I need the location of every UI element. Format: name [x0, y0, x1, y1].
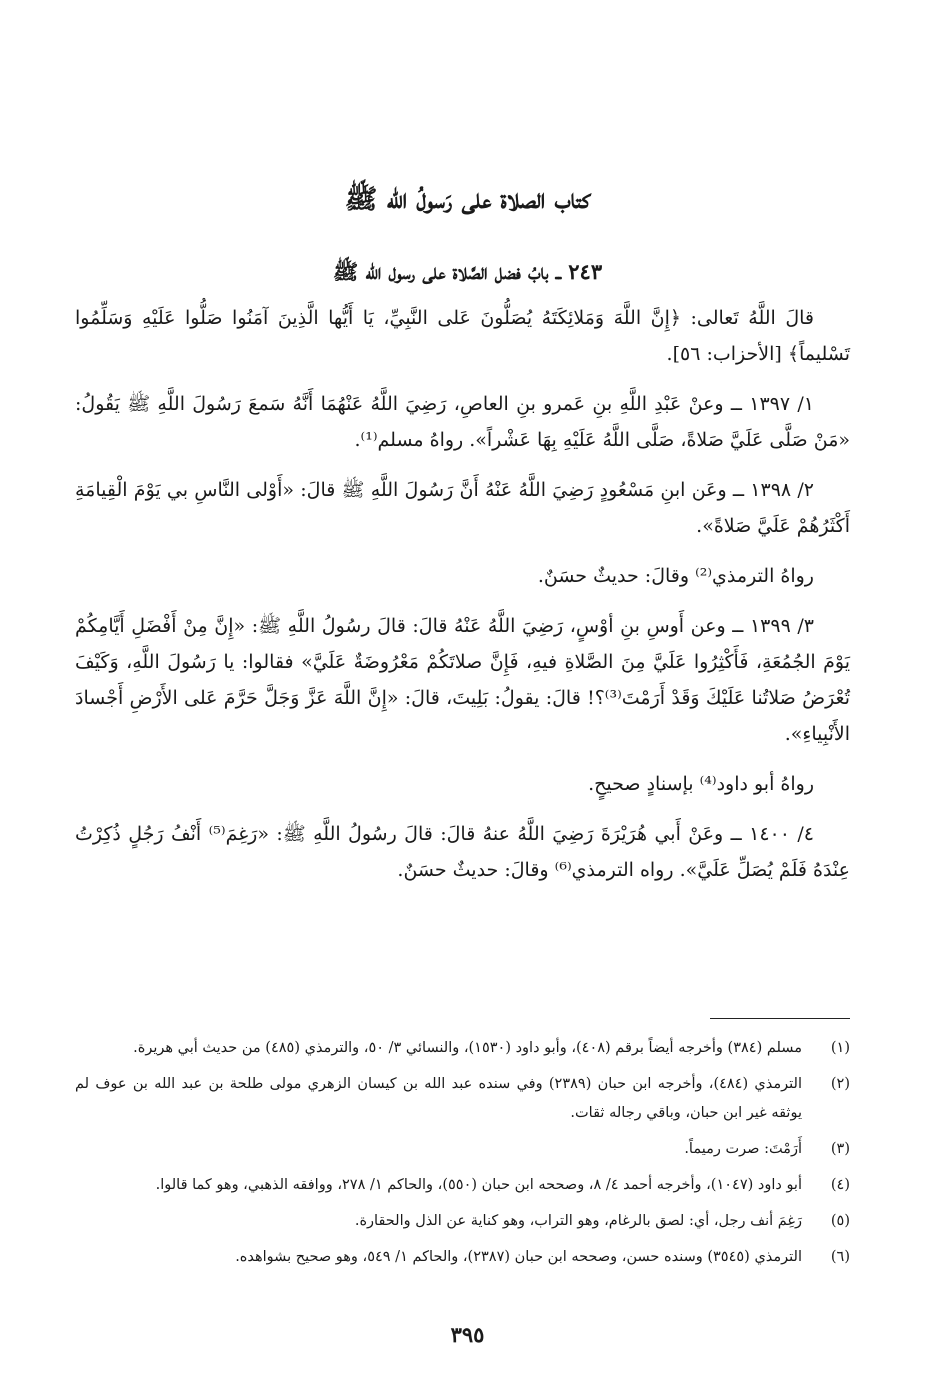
chapter-title: ٢٤٣ ــ بابُ فضل الصَّلاة على رسول الله ﷺ: [332, 259, 603, 284]
quran-verse-paragraph: قالَ اللَّهُ تَعالى: ﴿إِنَّ اللَّهَ وَمَلائِكَتَهُ يُصَلُّونَ عَلى النَّبِيِّ، يَا أَيُّها الَّذِينَ آمَنُوا صَلُّوا عَلَيْهِ وَسَلِّمُوا تَسْليماً﴾ [الأحزاب: ٥٦].: [75, 307, 850, 365]
footnote-text: أبو داود (١٠٤٧)، وأخرجه أحمد ٤/ ٨، وصححه ابن حبان (٥٥٠)، والحاكم ١/ ٢٧٨، ووافقه الذهبي، وهو كما قالوا.: [155, 1177, 802, 1193]
book-title: كتاب الصلاة على رَسولُ الله ﷺ: [344, 184, 591, 215]
footnote: [75, 1207, 850, 1236]
hadith-1399: ٣/ ١٣٩٩ ــ وعن أَوسِ بنِ أوْسٍ، رَضِيَ اللَّهُ عَنْهُ قالَ: قالَ رسُولُ اللَّهِ ﷺ: «إِنَّ مِنْ أَفْضَلِ أَيَّامِكُمْ يَوْمَ الجُمُعَةِ، فَأَكْثِرُوا عَلَيَّ مِنَ الصَّلاةِ فيهِ، فَإِنَّ صلاتَكُمْ مَعْرُوضَةٌ عَلَيَّ» فقالوا: يا رَسُولَ اللَّهِ، وَكَيْفَ تُعْرَضُ صَلاتُنا عَلَيْكَ وَقَدْ أَرَمْتَ⁽³⁾؟! قالَ: يقولُ: بَلِيتَ، قالَ: «إِنَّ اللَّهَ عَزَّ وَجَلَّ حَرَّمَ عَلى الأَرْضِ أَجْسادَ الأَنْبِياءِ».: [75, 615, 851, 745]
hadith-1397: ١/ ١٣٩٧ ــ وعنْ عَبْدِ اللَّهِ بنِ عَمرو بنِ العاصِ، رَضِيَ اللَّهُ عَنْهُمَا أَنَّهُ سَمعَ رَسُولَ اللَّهِ ﷺ يَقُولُ: «مَنْ صَلَّى عَلَيَّ صَلاةً، صَلَّى اللَّهُ عَلَيْهِ بِهَا عَشْراً». رواهُ مسلم⁽¹⁾.: [75, 393, 850, 451]
main-text: [75, 300, 850, 902]
hadith-1400: ٤/ ١٤٠٠ ــ وعَنْ أَبي هُرَيْرَةَ رَضِيَ اللَّهُ عنهُ قالَ: قالَ رسُولُ اللَّهِ ﷺ: «رَغِمَ⁽⁵⁾ أَنْفُ رَجُلٍ ذُكِرْتُ عِنْدَهُ فَلَمْ يُصَلِّ عَلَيَّ». رواه الترمذي⁽⁶⁾ وقالَ: حديثٌ حسَنٌ.: [75, 823, 850, 881]
footnote: [75, 1070, 850, 1128]
footnote-divider: [710, 1018, 850, 1019]
footnotes: [75, 1034, 850, 1279]
footnote-text: رَغِمَ أنف رجل، أي: لصق بالرغام، وهو التراب، وهو كناية عن الذل والحقارة.: [354, 1213, 802, 1229]
hadith-1398: ٢/ ١٣٩٨ ــ وعَن ابنِ مَسْعُودٍ رَضِيَ اللَّهُ عَنْهُ أَنَّ رَسُولَ اللَّهِ ﷺ قالَ: «أَوْلى النَّاسِ بي يَوْمَ الْقِيامَةِ أَكْثَرُهُمْ عَلَيَّ صَلاةً».: [75, 479, 850, 537]
footnote-text: الترمذي (٣٥٤٥) وسنده حسن، وصححه ابن حبان (٢٣٨٧)، والحاكم ١/ ٥٤٩، وهو صحيح بشواهده.: [235, 1249, 802, 1265]
footnote-number: (٥): [830, 1213, 850, 1229]
footnote-number: (٢): [830, 1076, 850, 1092]
page-number: ٣٩٥: [450, 1322, 485, 1347]
footnote-text: الترمذي (٤٨٤)، وأخرجه ابن حبان (٢٣٨٩) وفي سنده عبد الله بن كيسان الزهري مولى طلحة بن عبد الله بن عوف لم يوثقه غير ابن حبان، وباقي رجاله ثقات.: [75, 1076, 802, 1121]
footnote-text: مسلم (٣٨٤) وأخرجه أيضاً برقم (٤٠٨)، وأبو داود (١٥٣٠)، والنسائي ٣/ ٥٠، والترمذي (٤٨٥) من حديث أبي هريرة.: [133, 1040, 802, 1056]
hadith-1399-narration: رواهُ أبو داود⁽⁴⁾ بإسنادٍ صحيحٍ.: [588, 773, 814, 795]
footnote: [75, 1243, 850, 1272]
hadith-1398-narration: رواهُ الترمذي⁽²⁾ وقالَ: حديثٌ حسَنٌ.: [537, 565, 814, 587]
footnote-number: (٦): [830, 1249, 850, 1265]
footnote-number: (٤): [830, 1177, 850, 1193]
footnote-number: (٣): [830, 1141, 850, 1157]
footnote: [75, 1034, 850, 1063]
footnote-text: أَرَمْتَ: صرت رميماً.: [684, 1141, 802, 1157]
footnote: [75, 1171, 850, 1200]
footnote: [75, 1135, 850, 1164]
footnote-number: (١): [830, 1040, 850, 1056]
